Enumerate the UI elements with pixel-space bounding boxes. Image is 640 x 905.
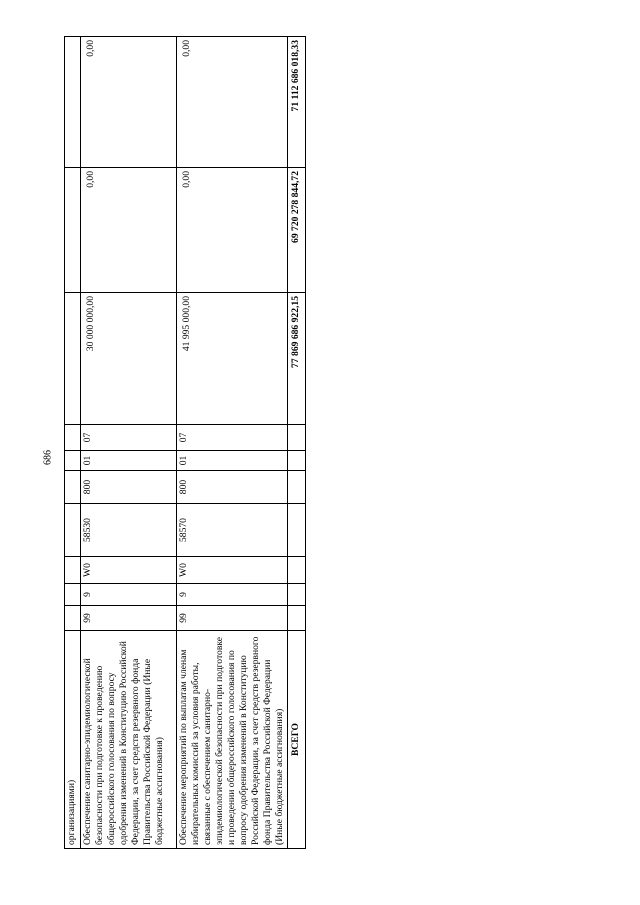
total-amount-year-1: 77 869 686 922,15 — [287, 293, 305, 425]
expense-type-code: 800 — [177, 471, 288, 504]
razdel-code: 01 — [81, 451, 177, 471]
podrazdel-code: 07 — [81, 425, 177, 451]
program-code: 99 — [177, 606, 288, 631]
total-row — [287, 37, 305, 849]
amount-year-1: 41 995 000,00 — [177, 293, 288, 425]
total-amount-year-3: 71 112 686 018,33 — [287, 37, 305, 168]
direction-code: 58530 — [81, 504, 177, 557]
amount-year-2: 0,00 — [177, 168, 288, 293]
total-amount-year-2: 69 720 278 844,72 — [287, 168, 305, 293]
total-label: ВСЕГО — [287, 631, 305, 849]
program-code: 99 — [81, 606, 177, 631]
budget-table — [64, 36, 306, 849]
amount-year-1: 30 000 000,00 — [81, 293, 177, 425]
podrazdel-code: 07 — [177, 425, 288, 451]
continuation-row — [65, 37, 81, 849]
table-row — [81, 37, 177, 849]
page-number: 686 — [42, 450, 54, 465]
rotated-table-container — [64, 37, 302, 849]
row-name: Обеспечение санитарно-эпидемиологической безопасности при подготовке к проведению общероссийского голосования по вопросу одобрения изменений в Конституцию Российской Федерации, за счет средств резервного фонда Правительства Российской Федерации (Иные бюджетные ассигнования) — [81, 631, 177, 849]
direction-code: 58570 — [177, 504, 288, 557]
amount-year-2: 0,00 — [81, 168, 177, 293]
section-code: W0 — [177, 557, 288, 584]
table-row — [177, 37, 288, 849]
subprogram-code: 9 — [81, 584, 177, 606]
razdel-code: 01 — [177, 451, 288, 471]
subprogram-code: 9 — [177, 584, 288, 606]
amount-year-3: 0,00 — [177, 37, 288, 168]
expense-type-code: 800 — [81, 471, 177, 504]
row-name: Обеспечение мероприятий по выплатам членам избирательных комиссий за условия работы, связанные с обеспечением санитарно-эпидемиологической безопасности при подготовке и проведении общероссийского голосования по вопросу одобрения изменений в Конституцию Российской Федерации, за счет средств резервного фонда Правительства Российской Федерации (Иные бюджетные ассигнования) — [177, 631, 288, 849]
continuation-text: организациями) — [65, 631, 81, 849]
section-code: W0 — [81, 557, 177, 584]
amount-year-3: 0,00 — [81, 37, 177, 168]
